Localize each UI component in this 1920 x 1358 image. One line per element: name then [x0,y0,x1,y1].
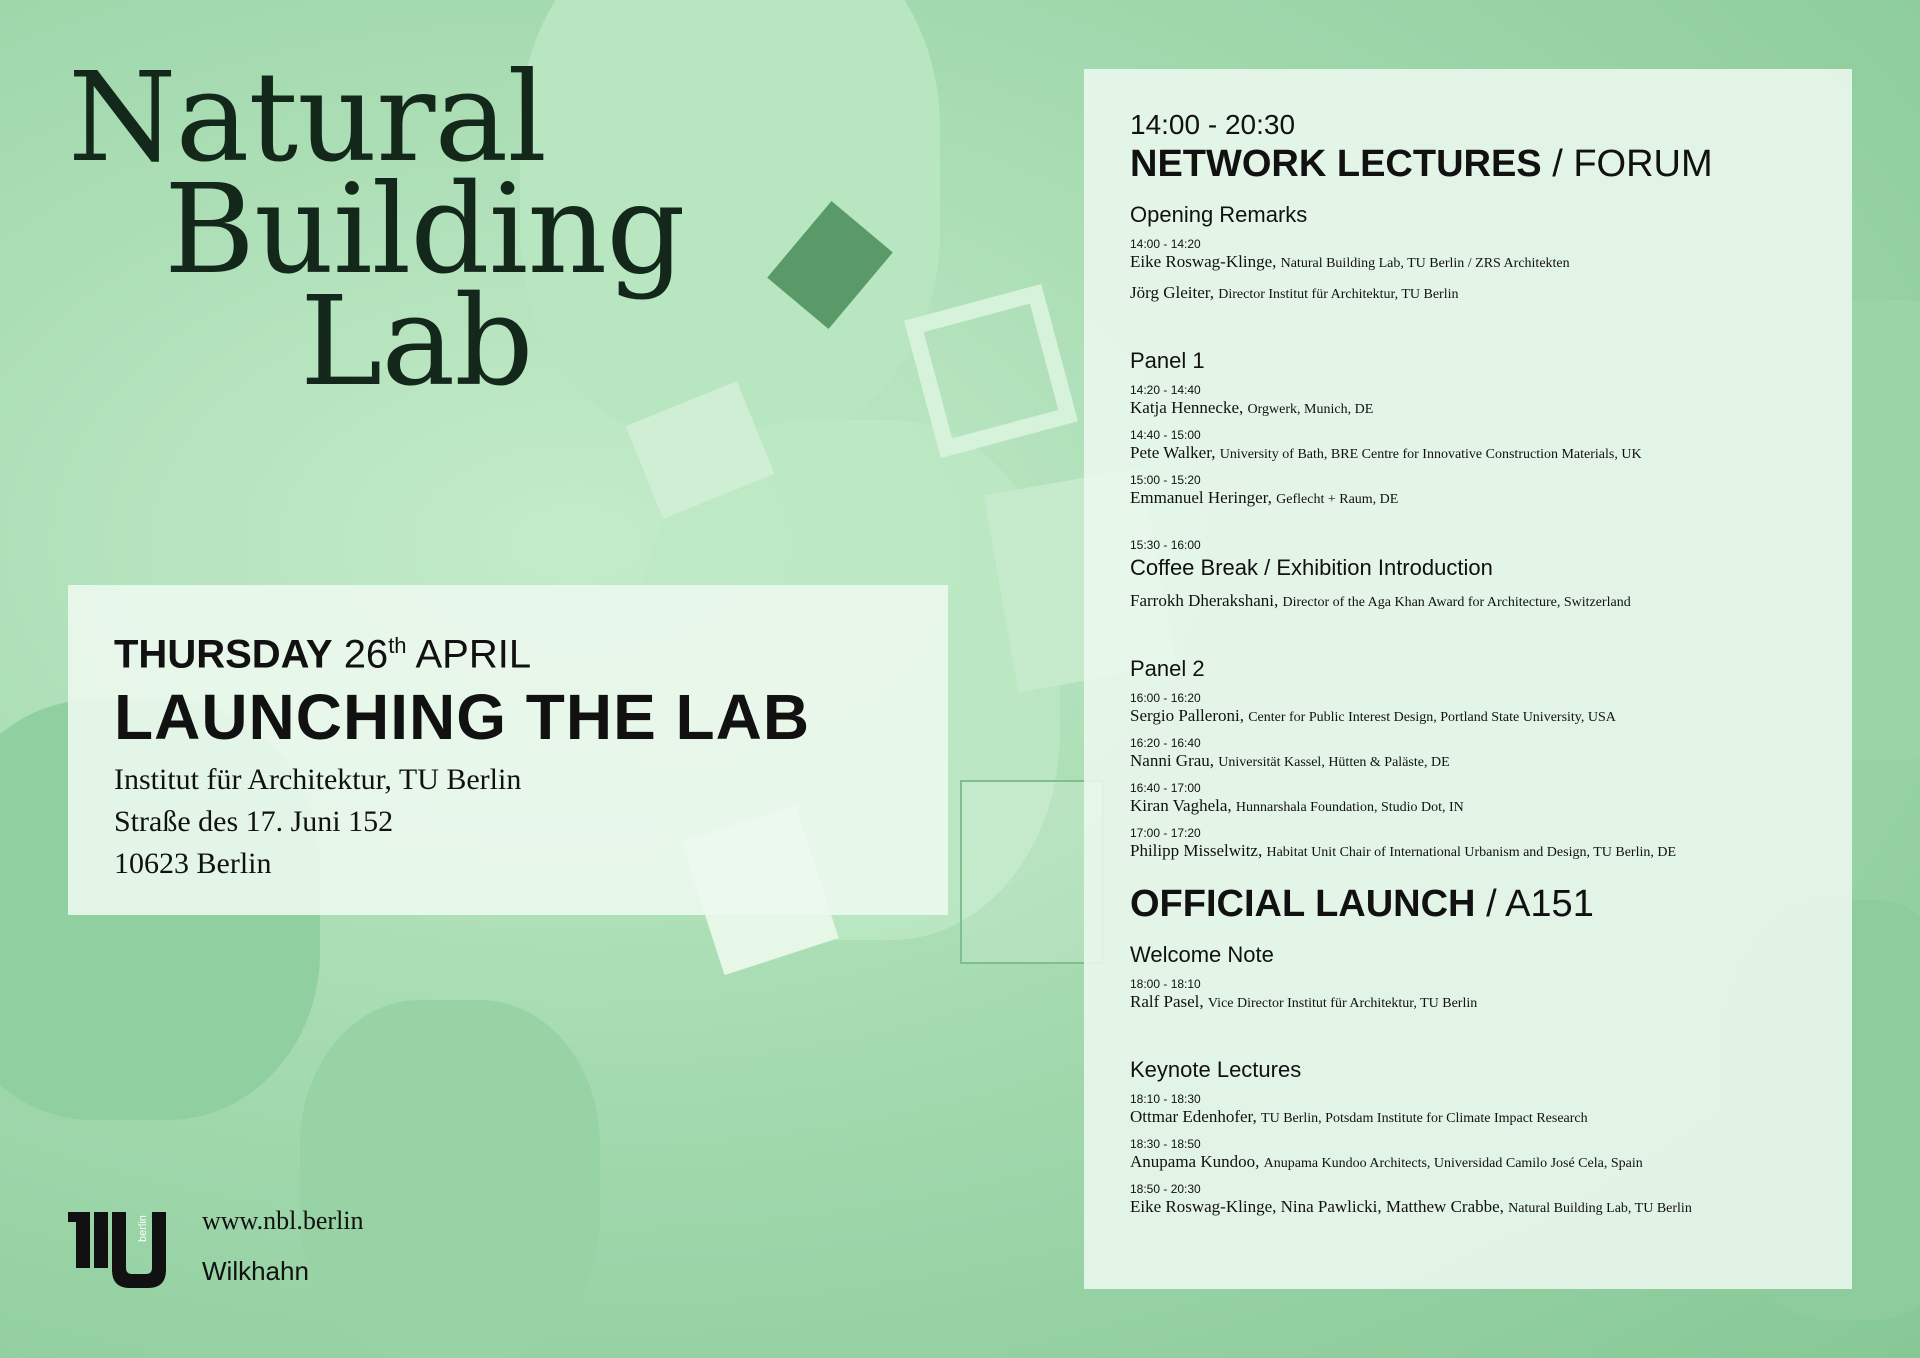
session-gap [1130,313,1806,333]
speaker-name: Eike Roswag-Klinge, Nina Pawlicki, Matthew Crabbe, [1130,1197,1509,1216]
talk-speaker [1130,590,1806,613]
heading-location: / FORUM [1552,143,1713,185]
event-day: 26 [343,632,389,677]
talk-time: 15:00 - 15:20 [1130,473,1201,487]
speaker-affiliation: Vice Director Institut für Architektur, TU Berlin [1207,996,1478,1011]
talk-time: 15:30 - 16:00 [1130,538,1201,552]
event-weekday: THURSDAY [114,632,333,677]
talk-speaker [1130,1106,1806,1129]
talk-time: 14:20 - 14:40 [1130,383,1201,397]
network-lectures-heading [1130,141,1806,187]
logo-line-building: Building [164,158,685,302]
logo-line-natural: Natural [68,46,546,190]
speaker-affiliation: Natural Building Lab, TU Berlin / ZRS Architekten [1280,256,1570,271]
talk-time: 14:40 - 15:00 [1130,428,1201,442]
talk-entry [1130,736,1806,773]
talk-time: 16:40 - 17:00 [1130,781,1201,795]
talk-speaker [1130,442,1806,465]
talk-speaker [1130,251,1806,274]
talk-entry [1130,826,1806,863]
speaker-affiliation: Orgwerk, Munich, DE [1247,402,1374,417]
talk-entry [1130,1182,1806,1219]
logo-line-lab: Lab [300,270,533,414]
schedule-time-range: 14:00 - 20:30 [1130,109,1296,140]
speaker-affiliation: TU Berlin, Potsdam Institute for Climate Impact Research [1261,1111,1588,1126]
talk-entry [1130,691,1806,728]
talk-time: 14:00 - 14:20 [1130,237,1201,251]
part2-sessions [1130,941,1806,1219]
talk-speaker [1130,991,1806,1014]
session-title: Keynote Lectures [1130,1057,1302,1082]
talk-speaker [1130,705,1806,728]
talk-speaker [1130,1151,1806,1174]
speaker-name: Philipp Misselwitz, [1130,841,1267,860]
natural-building-lab-logo [68,46,685,414]
speaker-name: Nanni Grau, [1130,751,1219,770]
talk-time: 18:00 - 18:10 [1130,977,1201,991]
talk-entry [1130,428,1806,465]
event-info-box [68,585,948,915]
talk-time: 16:00 - 16:20 [1130,691,1201,705]
speaker-name: Ralf Pasel, [1130,992,1208,1011]
website-link[interactable]: www.nbl.berlin [202,1206,364,1235]
speaker-name: Ottmar Edenhofer, [1130,1107,1262,1126]
talk-time: 17:00 - 17:20 [1130,826,1201,840]
speaker-affiliation: Universität Kassel, Hütten & Paläste, DE [1218,755,1450,770]
talk-time: 18:50 - 20:30 [1130,1182,1201,1196]
address-line: Straße des 17. Juni 152 [114,805,394,839]
part1-sessions [1130,201,1806,863]
talk-speaker [1130,282,1806,305]
talk-entry [1130,383,1806,420]
speaker-affiliation: Geflecht + Raum, DE [1276,492,1399,507]
session-title: Panel 2 [1130,656,1205,681]
talk-speaker [1130,795,1806,818]
speaker-name: Kiran Vaghela, [1130,796,1236,815]
speaker-name: Jörg Gleiter, [1130,283,1219,302]
talk-time: 16:20 - 16:40 [1130,736,1201,750]
talk-entry [1130,590,1806,613]
speaker-name: Farrokh Dherakshani, [1130,591,1283,610]
speaker-affiliation: Center for Public Interest Design, Portland State University, USA [1248,710,1616,725]
speaker-name: Anupama Kundoo, [1130,1152,1264,1171]
talk-speaker [1130,397,1806,420]
address-line: Institut für Architektur, TU Berlin [114,763,522,797]
talk-speaker [1130,750,1806,773]
event-day-suffix: th [388,633,407,658]
speaker-name: Katja Hennecke, [1130,398,1248,417]
speaker-name: Emmanuel Heringer, [1130,488,1277,507]
session-title: Coffee Break / Exhibition Introduction [1130,555,1493,580]
talk-time: 18:10 - 18:30 [1130,1092,1201,1106]
talk-entry [1130,781,1806,818]
speaker-affiliation: Director Institut für Architektur, TU Berlin [1218,287,1459,302]
talk-entry [1130,473,1806,510]
event-month: APRIL [415,632,532,677]
session-gap [1130,621,1806,641]
official-launch-heading [1130,881,1806,927]
talk-time: 18:30 - 18:50 [1130,1137,1201,1151]
session-time [1130,538,1806,552]
address-line: 10623 Berlin [114,847,272,881]
session-title: Panel 1 [1130,348,1205,373]
speaker-affiliation: University of Bath, BRE Centre for Innovative Construction Materials, UK [1219,447,1642,462]
heading-location: / A151 [1486,883,1594,925]
talk-speaker [1130,1196,1806,1219]
session-title: Welcome Note [1130,942,1274,967]
session-title: Opening Remarks [1130,202,1308,227]
heading-bold: NETWORK LECTURES [1130,143,1542,185]
speaker-name: Sergio Palleroni, [1130,706,1249,725]
speaker-affiliation: Anupama Kundoo Architects, Universidad Camilo José Cela, Spain [1263,1156,1643,1171]
tu-berlin-logo [68,1212,168,1288]
speaker-affiliation: Natural Building Lab, TU Berlin [1508,1201,1692,1216]
talk-speaker [1130,840,1806,863]
schedule-panel [1084,69,1852,1289]
speaker-name: Eike Roswag-Klinge, [1130,252,1281,271]
talk-speaker [1130,487,1806,510]
speaker-affiliation: Habitat Unit Chair of International Urbanism and Design, TU Berlin, DE [1266,845,1677,860]
event-title: LAUNCHING THE LAB [114,681,811,754]
heading-bold: OFFICIAL LAUNCH [1130,883,1476,925]
speaker-affiliation: Director of the Aga Khan Award for Architecture, Switzerland [1282,595,1631,610]
talk-entry [1130,237,1806,274]
sponsor-name: Wilkhahn [202,1256,309,1286]
tu-logo-text: berlin [137,1215,149,1242]
session-gap [1130,1022,1806,1042]
talk-entry [1130,282,1806,305]
speaker-name: Pete Walker, [1130,443,1220,462]
talk-entry [1130,1092,1806,1129]
event-address [114,759,902,885]
speaker-affiliation: Hunnarshala Foundation, Studio Dot, IN [1235,800,1464,815]
event-date [114,623,902,677]
talk-entry [1130,1137,1806,1174]
talk-entry [1130,977,1806,1014]
session-gap [1130,518,1806,538]
